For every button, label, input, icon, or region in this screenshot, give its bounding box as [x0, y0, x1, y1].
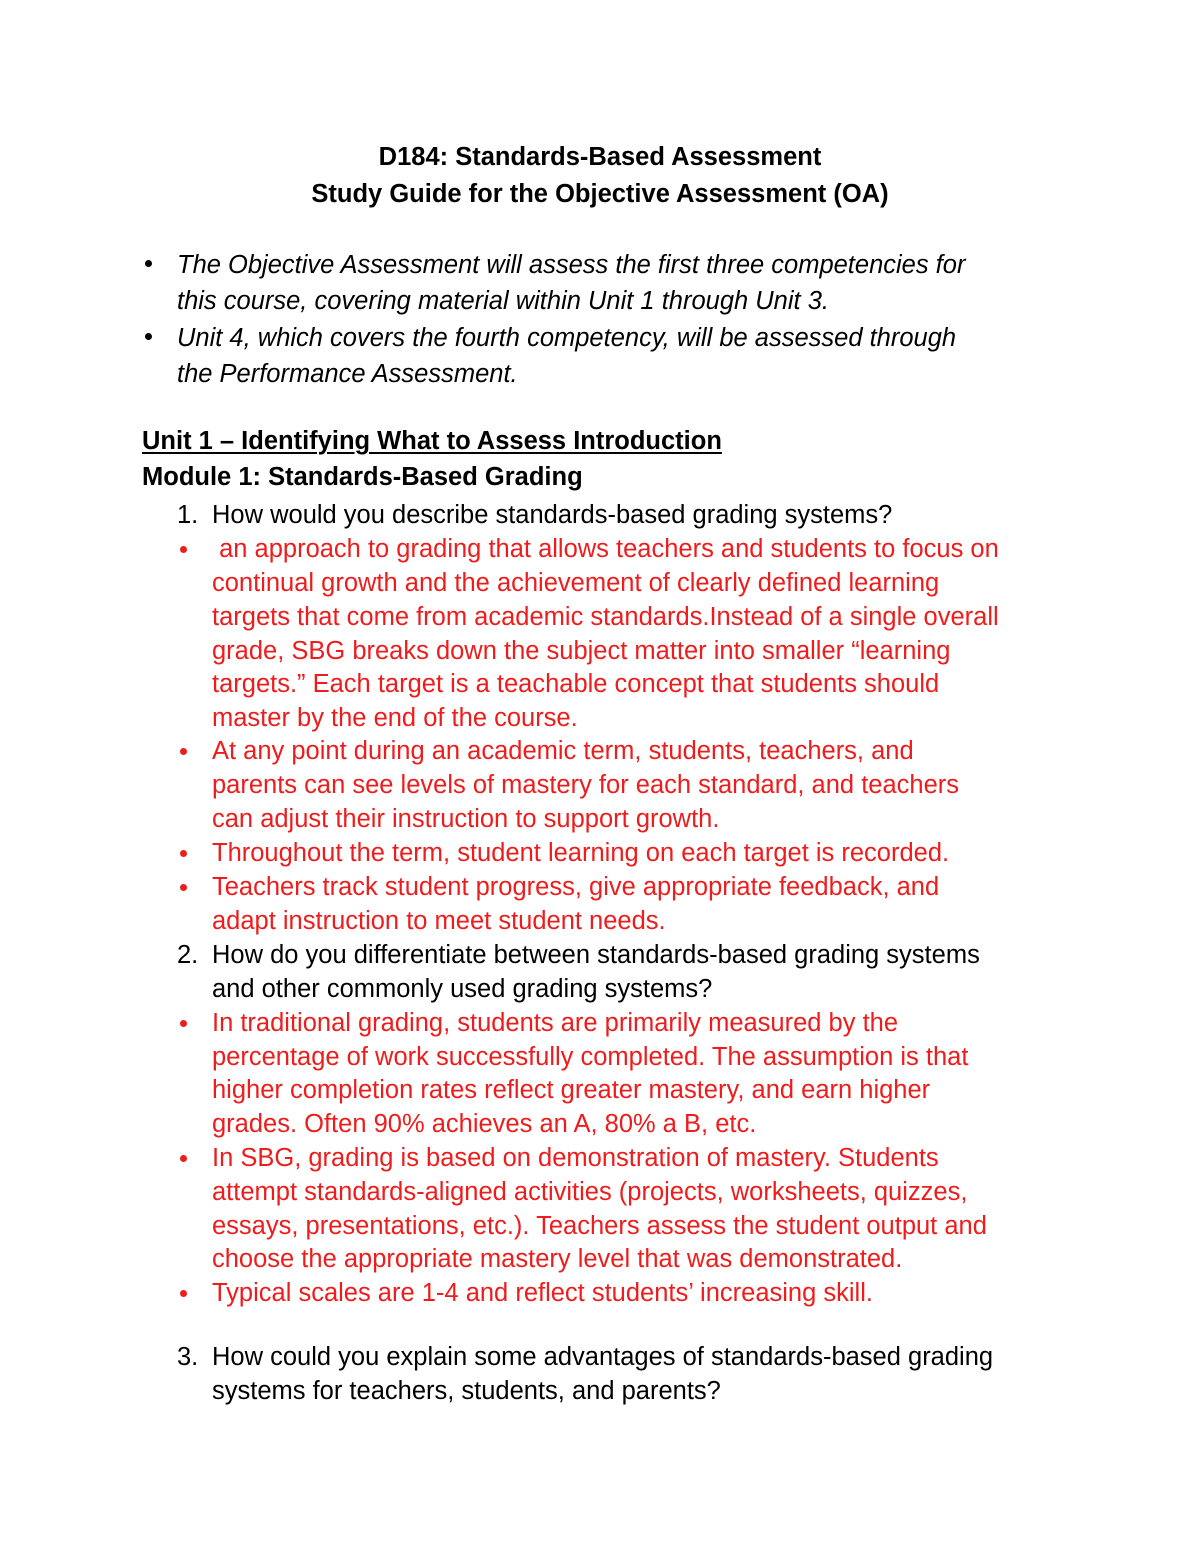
answer-line: master by the end of the course.	[212, 704, 578, 732]
answer-line: percentage of work successfully completed. The assumption is that	[212, 1043, 969, 1071]
answer-line: an approach to grading that allows teachers and students to focus on	[212, 535, 999, 563]
answer-line: Typical scales are 1-4 and reflect students’ increasing skill.	[212, 1279, 873, 1307]
answer-line: In traditional grading, students are primarily measured by the	[212, 1009, 899, 1037]
intro-bullet-2-line-2: the Performance Assessment.	[177, 360, 518, 388]
answer-bullet-icon	[180, 850, 187, 857]
answer-line: grade, SBG breaks down the subject matter into smaller “learning	[212, 637, 951, 665]
answer-line: essays, presentations, etc.). Teachers assess the student output and	[212, 1212, 987, 1240]
answer-line: Teachers track student progress, give appropriate feedback, and	[212, 873, 940, 901]
bullet-icon	[145, 333, 152, 340]
answer-line: targets.” Each target is a teachable concept that students should	[212, 670, 940, 698]
intro-bullet-2-line-1: Unit 4, which covers the fourth competency, will be assessed through	[177, 324, 957, 352]
answer-line: Throughout the term, student learning on each target is recorded.	[212, 839, 950, 867]
answer-line: higher completion rates reflect greater mastery, and earn higher	[212, 1076, 931, 1104]
intro-bullet-1-line-1: The Objective Assessment will assess the first three competencies for	[177, 251, 966, 279]
answer-line: attempt standards-aligned activities (projects, worksheets, quizzes,	[212, 1178, 968, 1206]
document-subtitle: Study Guide for the Objective Assessment (OA)	[311, 180, 889, 208]
answer-bullet-icon	[180, 884, 187, 891]
bullet-icon	[145, 260, 152, 267]
answer-bullet-icon	[180, 1020, 187, 1027]
question-3-text: systems for teachers, students, and parents?	[212, 1377, 721, 1405]
question-3-text: How could you explain some advantages of standards-based grading	[212, 1343, 994, 1371]
answer-line: can adjust their instruction to support growth.	[212, 805, 720, 833]
intro-bullet-1-line-2: this course, covering material within Unit 1 through Unit 3.	[177, 287, 829, 315]
document-title: D184: Standards-Based Assessment	[378, 143, 822, 171]
module-heading: Module 1: Standards-Based Grading	[142, 463, 583, 491]
answer-line: adapt instruction to meet student needs.	[212, 907, 666, 935]
answer-line: At any point during an academic term, students, teachers, and	[212, 737, 914, 765]
question-3-number: 3.	[177, 1343, 199, 1371]
question-2-number: 2.	[177, 941, 199, 969]
answer-bullet-icon	[180, 1155, 187, 1162]
answer-line: choose the appropriate mastery level that was demonstrated.	[212, 1245, 903, 1273]
question-2-text: and other commonly used grading systems?	[212, 975, 713, 1003]
answer-line: grades. Often 90% achieves an A, 80% a B, etc.	[212, 1110, 757, 1138]
answer-line: continual growth and the achievement of clearly defined learning	[212, 569, 940, 597]
question-2-text: How do you differentiate between standards-based grading systems	[212, 941, 980, 969]
question-1-text: How would you describe standards-based grading systems?	[212, 501, 893, 529]
answer-bullet-icon	[180, 1290, 187, 1297]
question-1-number: 1.	[177, 501, 199, 529]
answer-bullet-icon	[180, 546, 187, 553]
answer-line: In SBG, grading is based on demonstration of mastery. Students	[212, 1144, 939, 1172]
answer-bullet-icon	[180, 748, 187, 755]
unit-heading: Unit 1 – Identifying What to Assess Introduction	[142, 427, 722, 455]
answer-line: parents can see levels of mastery for each standard, and teachers	[212, 771, 959, 799]
answer-line: targets that come from academic standards.Instead of a single overall	[212, 603, 999, 631]
